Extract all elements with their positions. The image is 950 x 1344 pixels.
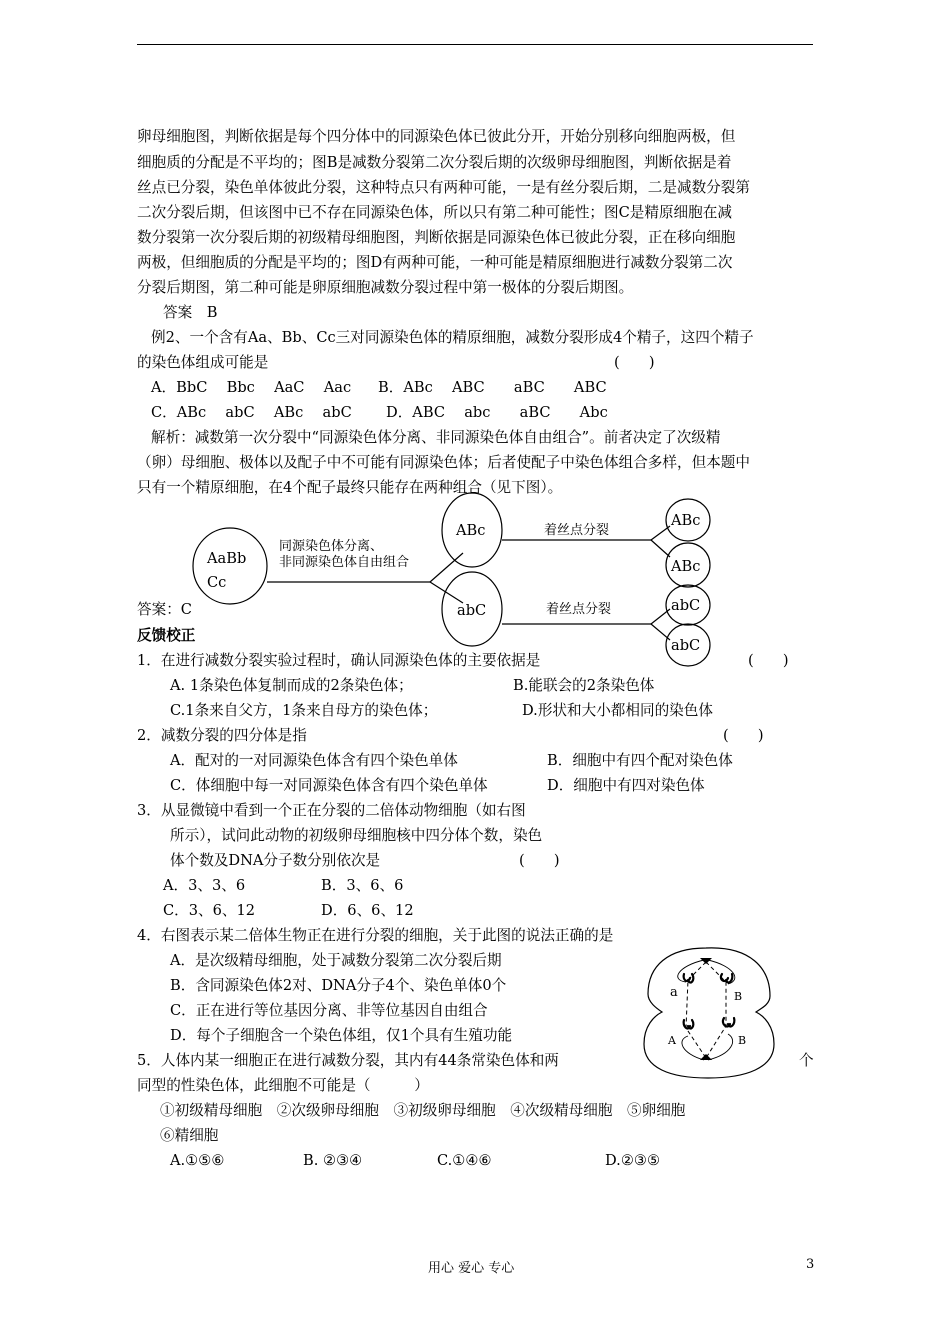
example2-option-a: A．BbC Bbc AaC Aac xyxy=(151,379,352,396)
q5-stem-2: 同型的性染色体，此细胞不可能是（ ） xyxy=(137,1077,429,1094)
centriole-bottom xyxy=(700,1054,712,1060)
gamete-label: abC xyxy=(671,597,701,614)
q3-stem: 3．从显微镜中看到一个正在分裂的二倍体动物细胞（如右图 xyxy=(137,802,526,819)
dividing-cell-figure xyxy=(638,944,780,1082)
q4-option-b: B．含同源染色体2对、DNA分子4个、染色单体0个 xyxy=(170,977,507,994)
gene-label-a: a xyxy=(670,985,678,1000)
analysis-line: 只有一个精原细胞，在4个配子最终只能存在两种组合（见下图）。 xyxy=(137,479,563,496)
q3-option-d: D．6、6、12 xyxy=(321,902,414,919)
step1-label-2: 非同源染色体自由组合 xyxy=(279,555,410,570)
centriole-top xyxy=(700,958,712,964)
gamete-label: abC xyxy=(671,637,701,654)
q4-stem: 4．右图表示某二倍体生物正在进行分裂的细胞，关于此图的说法正确的是 xyxy=(137,927,614,944)
q3-stem-3: 体个数及DNA分子数分别依次是 xyxy=(170,852,381,869)
example2-bracket: ( ) xyxy=(614,354,655,371)
q5-option-c: C.①④⑥ xyxy=(437,1152,492,1169)
q3-option-c: C．3、6、12 xyxy=(163,902,256,919)
paragraph-line: 丝点已分裂，染色单体彼此分裂，这种特点只有两种可能，一是有丝分裂后期，二是减数分裂第 xyxy=(137,179,750,196)
q1-bracket: ( ) xyxy=(748,652,789,669)
q1-option-a: A. 1条染色体复制而成的2条染色体； xyxy=(170,677,413,694)
spindle-fiber xyxy=(708,1034,733,1060)
gamete-label: ABc xyxy=(671,512,701,529)
step2-top-label: 着丝点分裂 xyxy=(544,523,610,538)
q2-option-a: A．配对的一对同源染色体含有四个染色单体 xyxy=(170,752,458,769)
q2-option-b: B．细胞中有四个配对染色体 xyxy=(547,752,733,769)
q5-items-2: ⑥精细胞 xyxy=(160,1127,219,1144)
paragraph-line: 分裂后期图，第二种可能是卵原细胞减数分裂过程中第一极体的分裂后期图。 xyxy=(137,279,634,296)
q1-option-d: D.形状和大小都相同的染色体 xyxy=(522,702,713,719)
q5-option-a: A.①⑤⑥ xyxy=(170,1152,225,1169)
q2-bracket: ( ) xyxy=(723,727,764,744)
mid-bottom-label: abC xyxy=(457,602,487,619)
q5-stem-tail: 个 xyxy=(799,1052,814,1069)
footer-slogan: 用心 爱心 专心 xyxy=(428,1261,515,1276)
q4-option-a: A．是次级精母细胞，处于减数分裂第二次分裂后期 xyxy=(170,952,502,969)
mid-top-label: ABc xyxy=(456,522,486,539)
example2-stem-2: 的染色体组成可能是 xyxy=(137,354,269,371)
gene-label-b: B xyxy=(734,990,743,1003)
q5-option-b: B. ②③④ xyxy=(303,1152,363,1169)
branch-down xyxy=(430,582,463,603)
paragraph-line: 细胞质的分配是不平均的；图B是减数分裂第二次分裂后期的次级卵母细胞图，判断依据是着 xyxy=(137,154,732,171)
step1-label: 同源染色体分离、 xyxy=(279,539,384,554)
gene-label-a-upper: A xyxy=(668,1034,676,1047)
q3-option-a: A．3、3、6 xyxy=(163,877,246,894)
gamete-label: ABc xyxy=(671,558,701,575)
q5-stem: 5．人体内某一细胞正在进行减数分裂，其内有44条常染色体和两 xyxy=(137,1052,559,1069)
paragraph-line: 卵母细胞图，判断依据是每个四分体中的同源染色体已彼此分开，开始分别移向细胞两极，但 xyxy=(137,128,736,145)
q1-option-c: C.1条来自父方，1条来自母方的染色体； xyxy=(170,702,438,719)
example2-option-b: B．ABc ABC aBC ABC xyxy=(378,379,607,396)
spindle-fiber-dashed xyxy=(686,962,706,1058)
q4-option-c: C．正在进行等位基因分离、非等位基因自由组合 xyxy=(170,1002,488,1019)
top-fork-down xyxy=(651,540,670,557)
q5-option-d: D.②③⑤ xyxy=(605,1152,661,1169)
q3-bracket: ( ) xyxy=(519,852,560,869)
example2-option-d: D．ABC abc aBC Abc xyxy=(386,404,608,421)
parent-label-2: Cc xyxy=(207,574,227,591)
spindle-fiber xyxy=(682,1036,704,1060)
q5-items: ①初级精母细胞 ②次级卵母细胞 ③初级卵母细胞 ④次级精母细胞 ⑤卵细胞 xyxy=(160,1102,686,1119)
paragraph-line: 两极，但细胞质的分配是平均的；图D有两种可能，一种可能是精原细胞进行减数分裂第二次 xyxy=(137,254,733,271)
q1-stem: 1．在进行减数分裂实验过程时，确认同源染色体的主要依据是 xyxy=(137,652,541,669)
answer-2: 答案：C xyxy=(137,601,192,618)
step2-bottom-label: 着丝点分裂 xyxy=(546,602,612,617)
q3-option-b: B．3、6、6 xyxy=(321,877,404,894)
q1-option-b: B.能联会的2条染色体 xyxy=(513,677,655,694)
paragraph-line: 二次分裂后期，但该图中已不存在同源染色体，所以只有第二种可能性；图C是精原细胞在减 xyxy=(137,204,732,221)
example2-stem: 例2、一个含有Aa、Bb、Cc三对同源染色体的精原细胞，减数分裂形成4个精子，这四个精子 xyxy=(151,329,754,346)
q4-option-d: D．每个子细胞含一个染色体组，仅1个具有生殖功能 xyxy=(170,1027,513,1044)
section-title: 反馈校正 xyxy=(137,627,196,644)
q2-stem: 2．减数分裂的四分体是指 xyxy=(137,727,307,744)
q2-option-c: C．体细胞中每一对同源染色体含有四个染色单体 xyxy=(170,777,488,794)
parent-label: AaBb xyxy=(207,550,247,567)
analysis-line: （卵）母细胞、极体以及配子中不可能有同源染色体；后者使配子中染色体组合多样，但本题中 xyxy=(137,454,750,471)
q3-stem-2: 所示），试问此动物的初级卵母细胞核中四分体个数，染色 xyxy=(170,827,543,844)
example2-option-c: C．ABc abC ABc abC xyxy=(151,404,352,421)
page-number: 3 xyxy=(806,1257,815,1272)
spindle-fiber-dashed xyxy=(706,962,726,1058)
branch-up xyxy=(430,553,463,582)
chromosome xyxy=(728,1018,734,1026)
analysis-line: 解析：减数第一次分裂中“同源染色体分离、非同源染色体自由组合”。前者决定了次级精 xyxy=(151,429,721,446)
paragraph-line: 数分裂第一次分裂后期的初级精母细胞图，判断依据是同源染色体已彼此分裂，正在移向细胞 xyxy=(137,229,736,246)
q2-option-d: D．细胞中有四对染色体 xyxy=(547,777,705,794)
answer-1: 答案 B xyxy=(163,304,218,321)
gene-label-b-lower: B xyxy=(738,1034,747,1047)
